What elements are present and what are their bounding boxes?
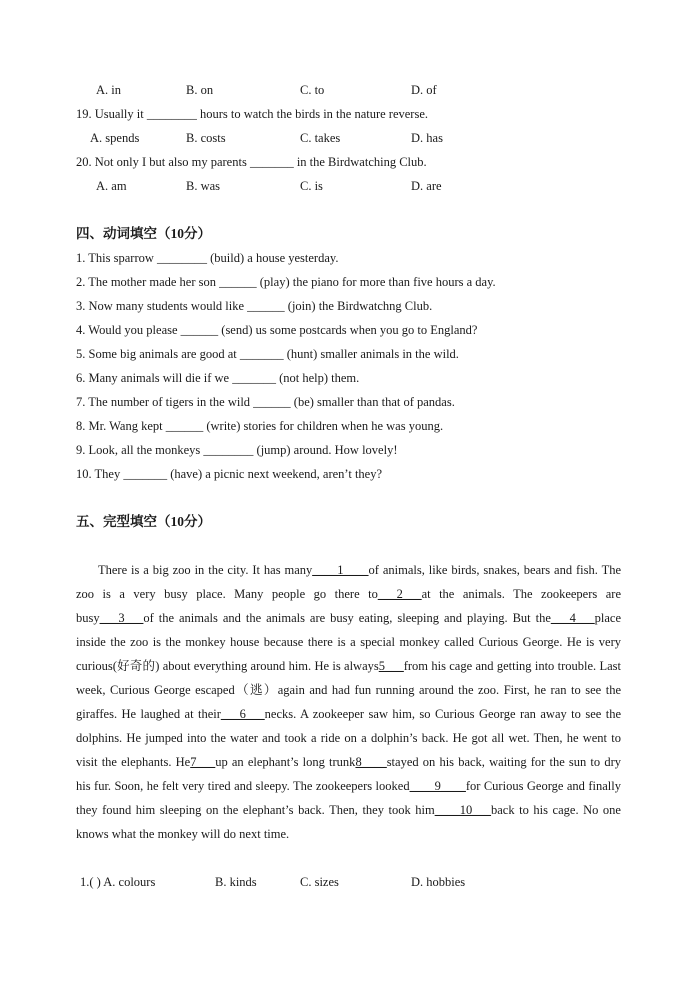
section4-title: 四、动词填空（10分）	[76, 226, 211, 241]
passage-text: of animals, like birds, snakes, bears and fish. The zoo is a very busy place. Many people go there to	[76, 563, 621, 601]
section4-item-3: 3. Now many students would like ______ (join) the Birdwatchng Club.	[76, 299, 433, 313]
cloze-q1-option-d: D. hobbies	[411, 875, 466, 889]
cloze-blank-3: ___3___	[99, 611, 144, 625]
cloze-q1-option-c: C. sizes	[300, 875, 339, 889]
passage-text: for Curious George and finally they found him sleeping on the elephant’s back. Then, they took him	[76, 779, 621, 817]
passage-text: at the animals. The zookeepers are busy	[76, 587, 622, 625]
cloze-blank-4: ___4___	[550, 611, 595, 625]
section5-title: 五、完型填空（10分）	[76, 514, 211, 529]
q18-option-c: C. to	[300, 83, 325, 97]
passage-text: back to his cage. No one knows what the monkey will do next time.	[76, 803, 621, 841]
q20-option-b: B. was	[186, 179, 221, 193]
section4-item-10: 10. They _______ (have) a picnic next weekend, aren’t they?	[76, 467, 383, 481]
section4-item-2: 2. The mother made her son ______ (play) the piano for more than five hours a day.	[76, 275, 496, 289]
passage-text: There is a big zoo in the city. It has many	[98, 563, 313, 577]
section4-item-1: 1. This sparrow ________ (build) a house yesterday.	[76, 251, 339, 265]
q18-option-a: A. in	[96, 83, 121, 97]
q20-stem: 20. Not only I but also my parents _______ in the Birdwatching Club.	[76, 155, 427, 169]
q18-option-d: D. of	[411, 83, 437, 97]
passage-text: stayed on his back, waiting for the sun to dry his fur. Soon, he felt very tired and sleepy. The zookeepers looked	[76, 755, 621, 793]
section4-item-8: 8. Mr. Wang kept ______ (write) stories for children when he was young.	[76, 419, 444, 433]
section4-item-6: 6. Many animals will die if we _______ (not help) them.	[76, 371, 360, 385]
cloze-blank-1: ____1____	[312, 563, 369, 577]
passage-text: up an elephant’s long trunk	[215, 755, 356, 769]
cloze-blank-7: 7___	[190, 755, 216, 769]
q19-option-d: D. has	[411, 131, 443, 145]
passage-text: of the animals and the animals are busy eating, sleeping and playing. But the	[143, 611, 551, 625]
q19-option-c: C. takes	[300, 131, 341, 145]
section4-item-7: 7. The number of tigers in the wild ______ (be) smaller than that of pandas.	[76, 395, 455, 409]
q19-stem: 19. Usually it ________ hours to watch the birds in the nature reverse.	[76, 107, 429, 121]
cloze-q1-stem: 1.( ) A. colours	[80, 875, 156, 889]
section4-item-9: 9. Look, all the monkeys ________ (jump) around. How lovely!	[76, 443, 398, 457]
passage-text: necks. A zookeeper saw him, so Curious George ran away to see the dolphins. He jumped into the water and took a ride on a dolphin’s back. He got all wet. Then, he went to visit the elephants. He	[76, 707, 621, 769]
passage-text: place inside the zoo is the monkey house because there is a special monkey called Curious George. He is very curious(好奇的) about everything around him. He is always	[76, 611, 621, 673]
cloze-blank-5: 5___	[378, 659, 404, 673]
cloze-blank-6: ___6___	[220, 707, 265, 721]
cloze-blank-8: 8____	[355, 755, 387, 769]
q20-option-a: A. am	[96, 179, 127, 193]
q19-option-a: A. spends	[90, 131, 140, 145]
cloze-passage	[76, 558, 621, 846]
cloze-blank-9: ____9____	[409, 779, 466, 793]
cloze-q1-option-b: B. kinds	[215, 875, 257, 889]
cloze-blank-10: ____10___	[434, 803, 491, 817]
q20-option-c: C. is	[300, 179, 323, 193]
passage-text: from his cage and getting into trouble. Last week, Curious George escaped（逃）again and had fun running around the zoo. First, he ran to see the giraffes. He laughed at their	[76, 659, 621, 721]
section4-item-5: 5. Some big animals are good at _______ (hunt) smaller animals in the wild.	[76, 347, 459, 361]
q19-option-b: B. costs	[186, 131, 226, 145]
q20-option-d: D. are	[411, 179, 442, 193]
section4-item-4: 4. Would you please ______ (send) us some postcards when you go to England?	[76, 323, 478, 337]
q18-option-b: B. on	[186, 83, 214, 97]
cloze-blank-2: ___2___	[377, 587, 422, 601]
